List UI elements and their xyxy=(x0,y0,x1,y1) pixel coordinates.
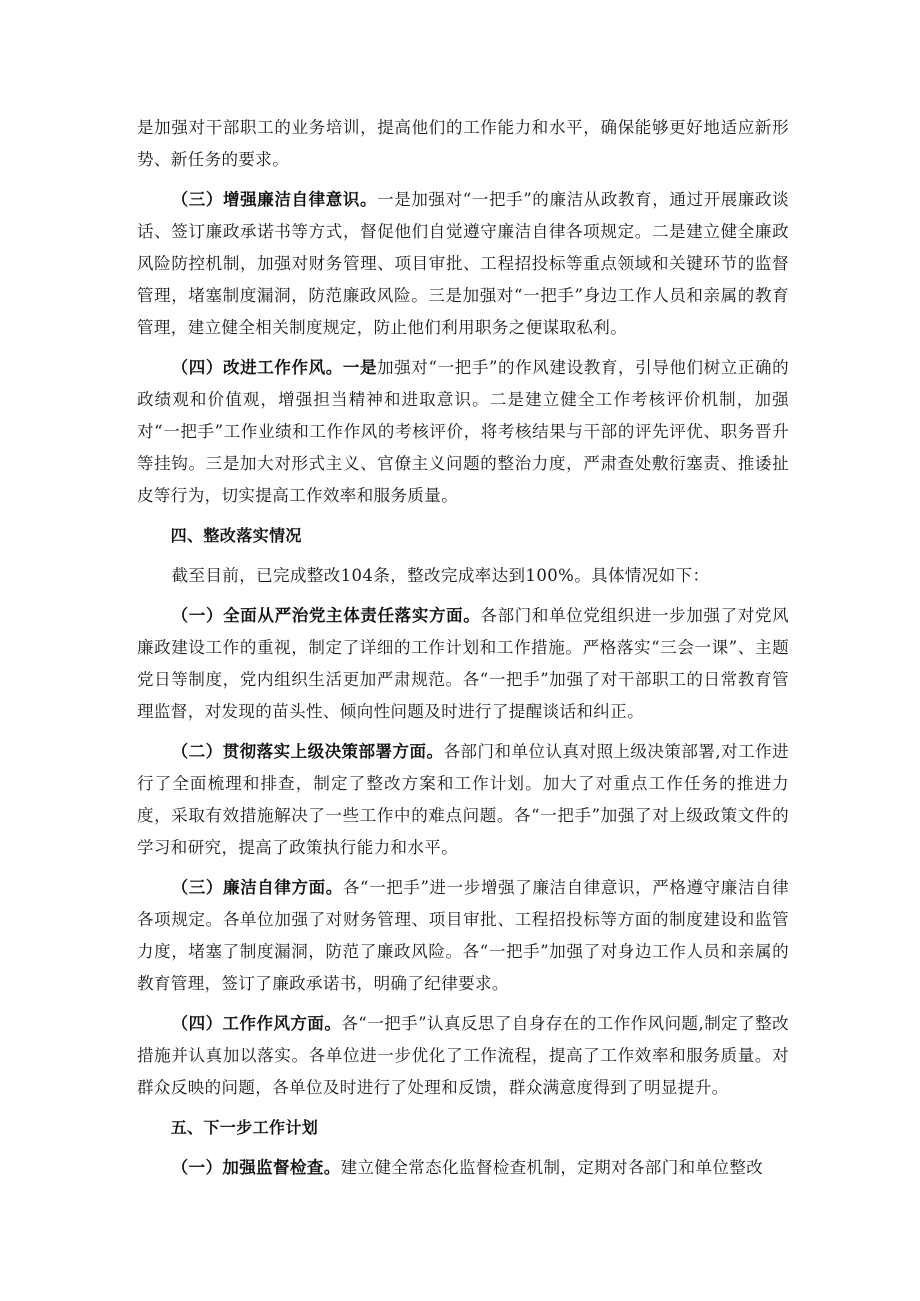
paragraph-work-style xyxy=(137,352,789,512)
paragraph-integrity xyxy=(137,872,789,1000)
paragraph-lead: （一）全面从严治党主体责任落实方面。 xyxy=(171,606,481,625)
paragraph-continuation xyxy=(137,112,789,176)
paragraph-work-style-results xyxy=(137,1008,789,1104)
paragraph-party-responsibility xyxy=(137,600,789,728)
paragraph-text: 各部门和单位党组织进一步加强了对党风廉政建设工作的重视，制定了详细的工作计划和工作措施。严格落实“三会一课”、主题党日等制度，党内组织生活更加严肃规范。各“一把手”加强了对干部职工的日常教育管理监督，对发现的苗头性、倾向性问题及时进行了提醒谈话和纠正。 xyxy=(137,606,790,721)
paragraph-lead: （二）贯彻落实上级决策部署方面。 xyxy=(171,742,444,761)
paragraph-integrity-awareness xyxy=(137,184,789,344)
paragraph-text: 一是加强对“一把手”的廉洁从政教育，通过开展廉政谈话、签订廉政承诺书等方式，督促他们自觉遵守廉洁自律各项规定。二是建立健全廉政风险防控机制，加强对财务管理、项目审批、工程招投标等重点领域和关键环节的监督管理，堵塞制度漏洞，防范廉政风险。三是加强对“一把手”身边工作人员和亲属的教育管理，建立健全相关制度规定，防止他们利用职务之便谋取私利。 xyxy=(137,190,789,337)
section-heading-next-steps: 五、下一步工作计划 xyxy=(170,1118,319,1137)
paragraph-text: 各“一把手”进一步增强了廉洁自律意识，严格遵守廉洁自律各项规定。各单位加强了对财务管理、项目审批、工程招投标等方面的制度建设和监管力度，堵塞了制度漏洞，防范了廉政风险。各“一把手”加强了对身边工作人员和亲属的教育管理，签订了廉政承诺书，明确了纪律要求。 xyxy=(137,878,790,993)
paragraph-rectification-summary xyxy=(137,560,789,592)
paragraph-lead: （四）工作作风方面。 xyxy=(171,1014,342,1033)
paragraph-lead: （三）增强廉洁自律意识。 xyxy=(171,190,378,209)
paragraph-supervision xyxy=(137,1152,789,1184)
paragraph-text: 建立健全常态化监督检查机制，定期对各部门和单位整改 xyxy=(340,1158,764,1177)
paragraph-text: 是加强对干部职工的业务培训，提高他们的工作能力和水平，确保能够更好地适应新形势、新任务的要求。 xyxy=(137,118,789,169)
paragraph-text: 各“一把手”认真反思了自身存在的工作作风问题,制定了整改措施并认真加以落实。各单位进一步优化了工作流程，提高了工作效率和服务质量。对群众反映的问题，各单位及时进行了处理和反馈，群众满意度得到了明显提升。 xyxy=(137,1014,789,1097)
paragraph-lead: （四）改进工作作风。一是 xyxy=(171,358,378,377)
paragraph-decision-implementation xyxy=(137,736,789,864)
paragraph-text: 截至目前，已完成整改104条，整改完成率达到100%。具体情况如下： xyxy=(171,566,710,585)
paragraph-lead: （一）加强监督检查。 xyxy=(171,1158,341,1177)
document-body xyxy=(137,112,789,1192)
section-heading-rectification: 四、整改落实情况 xyxy=(170,526,302,545)
paragraph-text: 各部门和单位认真对照上级决策部署,对工作进行了全面梳理和排查，制定了整改方案和工作计划。加大了对重点工作任务的推进力度，采取有效措施解决了一些工作中的难点问题。各“一把手”加强了对上级政策文件的学习和研究，提高了政策执行能力和水平。 xyxy=(137,742,789,857)
paragraph-lead: （三）廉洁自律方面。 xyxy=(171,878,343,897)
paragraph-text: 加强对“一把手”的作风建设教育，引导他们树立正确的政绩观和价值观，增强担当精神和进取意识。二是建立健全工作考核评价机制，加强对“一把手”工作业绩和工作作风的考核评价，将考核结果与干部的评先评优、职务晋升等挂钩。三是加大对形式主义、官僚主义问题的整治力度，严肃查处敷衍塞责、推诿扯皮等行为，切实提高工作效率和服务质量。 xyxy=(137,358,789,505)
